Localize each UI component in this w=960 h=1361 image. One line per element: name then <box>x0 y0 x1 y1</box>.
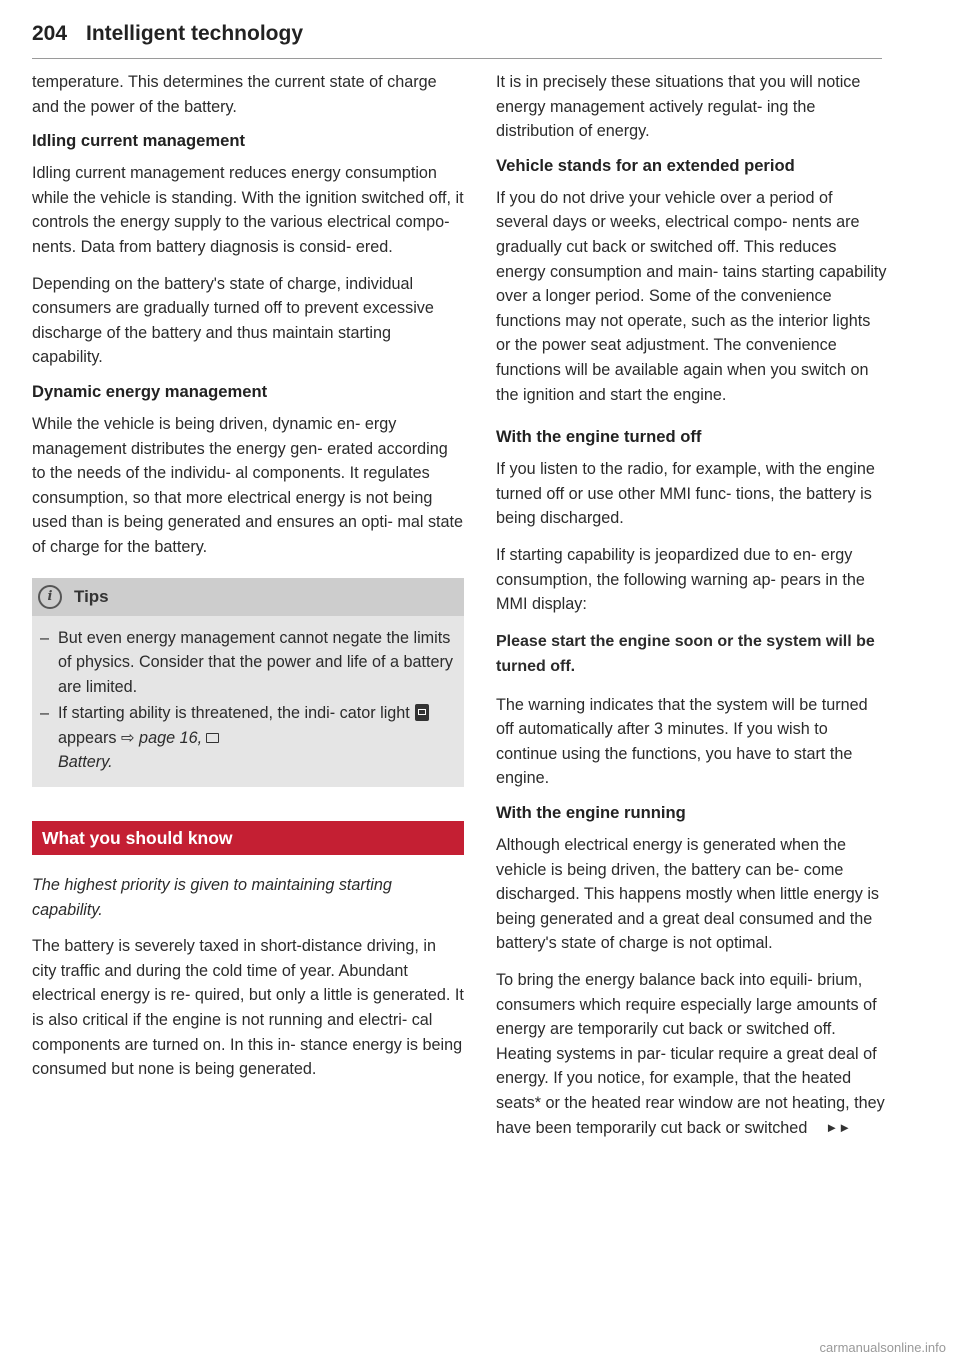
paragraph: It is in precisely these situations that you will notice energy management actively regulat- ing the distribution of energy. <box>496 73 861 141</box>
section-heading-red: What you should know <box>32 821 464 855</box>
tips-box <box>32 578 464 788</box>
heading-idling: Idling current management <box>32 131 245 151</box>
page-reference-link[interactable]: ⇨ page 16, <box>121 728 203 747</box>
tips-text: Battery. <box>58 753 113 772</box>
tips-text: appears <box>58 728 117 747</box>
warning-message: Please start the engine soon or the system will be turned off. <box>496 632 875 675</box>
paragraph: Although electrical energy is generated when the vehicle is being driven, the battery can be- come discharged. This happens mostly when little energy is being generated and a great deal consumed and the battery's state of charge is not optimal. <box>496 836 880 953</box>
right-column <box>496 70 888 1152</box>
heading-dynamic: Dynamic energy management <box>32 381 268 401</box>
heading-engine-off: With the engine turned off <box>496 427 702 447</box>
battery-warning-icon <box>415 704 429 721</box>
tips-header <box>32 578 464 616</box>
paragraph: If you listen to the radio, for example, with the engine turned off or use other MMI func- tions, the battery is being discharged. <box>496 460 875 528</box>
battery-icon <box>206 733 219 743</box>
heading-stands: Vehicle stands for an extended period <box>496 155 795 175</box>
tips-title: Tips <box>74 586 109 606</box>
paragraph <box>496 968 888 1140</box>
paragraph: While the vehicle is being driven, dynamic en- ergy management distributes the energy gen- erated according to the needs of the individu- al components. It regulates consumption, so that more electrical energy is not being used than is being generated and ensures an opti- mal state of charge for the battery. <box>32 414 464 556</box>
continue-arrow-icon: ►► <box>825 1119 852 1135</box>
section-title: Intelligent technology <box>86 22 304 45</box>
footer-watermark: carmanualsonline.info <box>819 1340 946 1355</box>
paragraph: temperature. This determines the current state of charge and the power of the battery. <box>32 73 437 116</box>
list-item: – But even energy management cannot negate the limits of physics. Consider that the power and life of a battery are limited. <box>40 626 454 700</box>
tips-text: If starting ability is threatened, the indi- cator light <box>58 704 410 723</box>
heading-engine-running: With the engine running <box>496 803 686 823</box>
paragraph: Depending on the battery's state of charge, individual consumers are gradually turned off to prevent excessive discharge of the battery and thus maintain starting capability. <box>32 274 434 367</box>
paragraph: If you do not drive your vehicle over a period of several days or weeks, electrical compo- nents are gradually cut back or switched off. This reduces energy consumption and main- tains starting capability over a longer period. Some of the convenience functions may not operate, such as the interior lights or the power seat adjustment. The convenience functions will be available again when you switch on the ignition and start the engine. <box>496 188 887 404</box>
paragraph: The battery is severely taxed in short-distance driving, in city traffic and during the cold time of year. Abundant electrical energy is re- quired, but only a little is generated. It is also critical if the engine is not running and electri- cal components are turned on. In this in- stance energy is being consumed but none is being generated. <box>32 937 464 1079</box>
paragraph-text: To bring the energy balance back into equili- brium, consumers which require especially large amounts of energy are temporarily cut back or switched off. Heating systems in par- ticular require a great deal of energy. If you notice, for example, that the heated seats* or the heated rear window are not heating, they have been temporarily cut back or switched <box>496 971 885 1137</box>
paragraph: Idling current management reduces energy consumption while the vehicle is standing. With the ignition switched off, it controls the energy supply to the various electrical compo- nents. Data from battery diagnosis is consid- ered. <box>32 164 464 256</box>
paragraph: The warning indicates that the system will be turned off automatically after 3 minutes. If you wish to continue using the functions, you have to start the engine. <box>496 695 868 788</box>
tips-list <box>32 616 464 788</box>
info-icon: i <box>38 585 62 609</box>
page-header <box>32 18 882 59</box>
list-item <box>40 701 454 775</box>
left-column <box>32 70 464 1094</box>
page-number: 204 <box>32 22 68 45</box>
intro-text: The highest priority is given to maintaining starting capability. <box>32 876 392 919</box>
paragraph: If starting capability is jeopardized due to en- ergy consumption, the following warning ap- pears in the MMI display: <box>496 545 865 614</box>
